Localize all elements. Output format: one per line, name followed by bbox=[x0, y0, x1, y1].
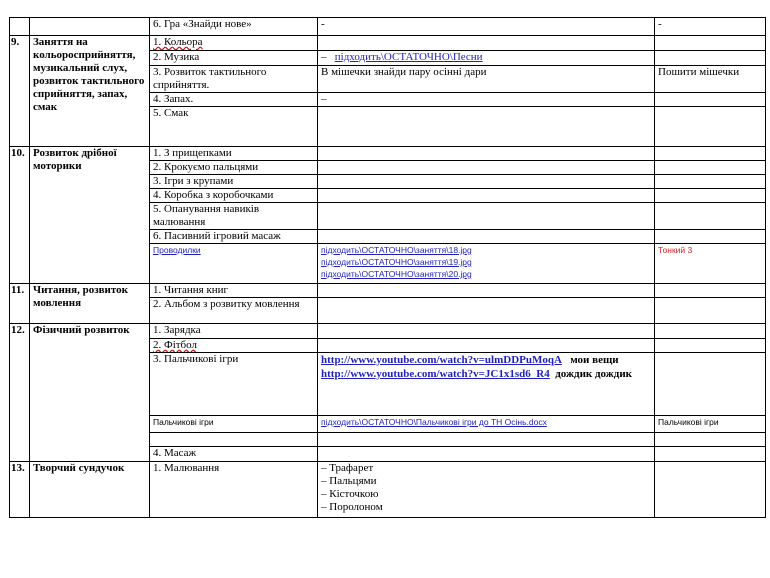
content-cell bbox=[318, 462, 655, 518]
table-row bbox=[10, 462, 766, 518]
item-cell: 4. Масаж bbox=[150, 447, 318, 462]
table-row bbox=[10, 36, 766, 51]
item-cell: 2. Музика bbox=[150, 51, 318, 66]
youtube-link[interactable]: http://www.youtube.com/watch?v=ulmDDPuMoqA bbox=[321, 354, 562, 366]
item-cell: 4. Запах. bbox=[150, 93, 318, 107]
content-cell: http://www.youtube.com/watch?v=ulmDDPuMoqA мои вещи http://www.youtube.com/watch?v=JC1x1sd6_R4 дождик дождик bbox=[318, 353, 655, 416]
file-link[interactable]: підходить\ОСТАТОЧНО\заняття\20.jpg bbox=[321, 269, 472, 279]
section-title: Заняття на кольоросприйняття, музикальний слух, розвиток тактильного сприйняття, запах, смак bbox=[30, 36, 150, 147]
item-cell: 1. Читання книг bbox=[150, 284, 318, 298]
list-item: – Пальцями bbox=[321, 475, 651, 488]
content-cell bbox=[318, 416, 655, 433]
item-cell: 5. Смак bbox=[150, 107, 318, 147]
list-item: – Кісточкою bbox=[321, 488, 651, 501]
table-row bbox=[10, 147, 766, 161]
table-row bbox=[10, 18, 766, 36]
row-number: 10. bbox=[10, 147, 30, 284]
file-link[interactable]: підходить\ОСТАТОЧНО\заняття\18.jpg bbox=[321, 245, 472, 255]
file-link[interactable]: підходить\ОСТАТОЧНО\заняття\19.jpg bbox=[321, 257, 472, 267]
item-cell: 2. Фітбол bbox=[150, 339, 318, 353]
notes-cell: Пошити мішечки bbox=[655, 66, 766, 93]
section-title: Розвиток дрібної моторики bbox=[30, 147, 150, 284]
section-title: Фізичний розвиток bbox=[30, 324, 150, 462]
content-cell bbox=[318, 244, 655, 284]
row-number: 12. bbox=[10, 324, 30, 462]
item-cell: 3. Пальчикові ігри bbox=[150, 353, 318, 416]
notes-cell: Пальчикові ігри bbox=[655, 416, 766, 433]
table-row bbox=[10, 284, 766, 298]
item-cell: 2. Альбом з розвитку мовлення bbox=[150, 298, 318, 324]
youtube-link[interactable]: http://www.youtube.com/watch?v=JC1x1sd6_R4 bbox=[321, 368, 550, 380]
item-cell: 6. Пасивний ігровий масаж bbox=[150, 230, 318, 244]
docx-link[interactable]: підходить\ОСТАТОЧНО\Пальчикові ігри до ТН Осінь.docx bbox=[321, 417, 547, 427]
section-title: Читання, розвиток мовлення bbox=[30, 284, 150, 324]
item-cell: 1. Малювання bbox=[150, 462, 318, 518]
notes-cell: - bbox=[655, 18, 766, 36]
content-cell: – bbox=[318, 93, 655, 107]
item-cell: 3. Ігри з крупами bbox=[150, 175, 318, 189]
item-cell: 3. Розвиток тактильного сприйняття. bbox=[150, 66, 318, 93]
item-cell: 1. Кольора bbox=[150, 36, 318, 51]
section-title: Творчий сундучок bbox=[30, 462, 150, 518]
content-cell: - bbox=[318, 18, 655, 36]
item-cell: Пальчикові ігри bbox=[150, 416, 318, 433]
content-cell: В мішечки знайди пару осінні дари bbox=[318, 66, 655, 93]
item-cell: 1. Зарядка bbox=[150, 324, 318, 339]
item-cell: 1. З прищепками bbox=[150, 147, 318, 161]
row-number: 9. bbox=[10, 36, 30, 147]
music-link[interactable]: підходить\ОСТАТОЧНО\Песни bbox=[334, 51, 483, 63]
item-cell: 4. Коробка з коробочками bbox=[150, 189, 318, 203]
item-cell: 5. Опанування навиків малювання bbox=[150, 203, 318, 230]
list-item: – Поролоном bbox=[321, 501, 651, 514]
plan-table bbox=[9, 17, 766, 518]
provodylky-link[interactable]: Проводилки bbox=[153, 245, 201, 255]
list-item: – Трафарет bbox=[321, 462, 651, 475]
item-cell: 6. Гра «Знайди нове» bbox=[150, 18, 318, 36]
item-cell bbox=[150, 244, 318, 284]
row-number: 13. bbox=[10, 462, 30, 518]
notes-cell: Тонкий 3 bbox=[655, 244, 766, 284]
item-cell: 2. Крокуємо пальцями bbox=[150, 161, 318, 175]
table-row bbox=[10, 324, 766, 339]
row-number: 11. bbox=[10, 284, 30, 324]
content-cell: – підходить\ОСТАТОЧНО\Песни bbox=[318, 51, 655, 66]
